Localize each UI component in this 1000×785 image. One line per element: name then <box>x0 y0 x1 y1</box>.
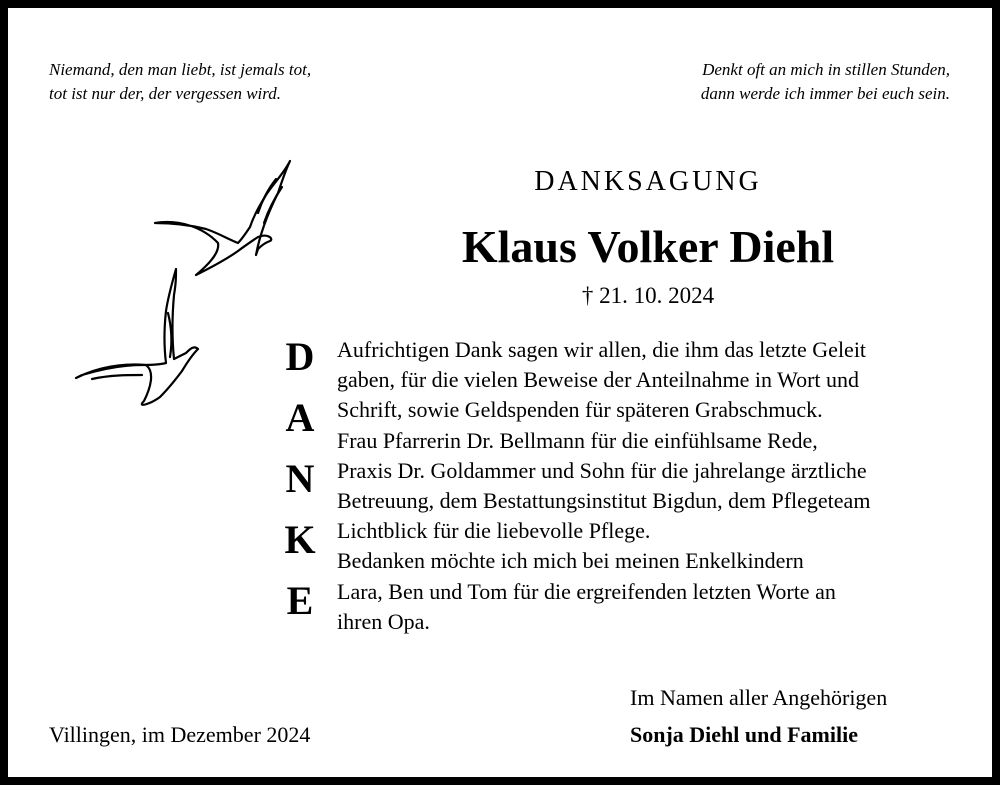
quote-left-line-1: Niemand, den man liebt, ist jemals tot, <box>49 60 312 79</box>
quote-left-line-2: tot ist nur der, der vergessen wird. <box>49 84 282 103</box>
body-line: Praxis Dr. Goldammer und Sohn für die jahrelange ärztliche <box>337 457 867 483</box>
danke-letter: D <box>285 334 315 379</box>
quote-left <box>49 58 311 106</box>
body-line: Bedanken möchte ich mich bei meinen Enkelkindern <box>337 548 804 574</box>
quote-right <box>701 58 950 106</box>
signature-name: Sonja Diehl und Familie <box>630 722 858 747</box>
death-date: † 21. 10. 2024 <box>581 283 715 308</box>
quote-right-line-1: Denkt oft an mich in stillen Stunden, <box>702 60 950 79</box>
body-line: Frau Pfarrerin Dr. Bellmann für die einfühlsame Rede, <box>337 427 818 453</box>
danke-vertical <box>270 334 330 639</box>
body-line: gaben, für die vielen Beweise der Anteilnahme in Wort und <box>337 367 860 393</box>
body-line: Aufrichtigen Dank sagen wir allen, die ihm das letzte Geleit <box>337 337 867 362</box>
body-line: Lichtblick für die liebevolle Pflege. <box>337 518 651 544</box>
body-line: ihren Opa. <box>337 608 430 634</box>
signature-intro: Im Namen aller Angehörigen <box>630 685 888 710</box>
quote-right-line-2: dann werde ich immer bei euch sein. <box>700 84 950 103</box>
body-line: Schrift, sowie Geldspenden für späteren Grabschmuck. <box>337 397 823 423</box>
place-date: Villingen, im Dezember 2024 <box>49 722 311 747</box>
thank-you-text <box>337 335 870 637</box>
deceased-name: Klaus Volker Diehl <box>461 221 835 272</box>
body-line: Lara, Ben und Tom für die ergreifenden letzten Worte an <box>337 578 836 604</box>
upper-bird-icon <box>155 161 290 275</box>
heading-danksagung: DANKSAGUNG <box>534 166 762 197</box>
danke-letter: N <box>285 456 315 501</box>
danke-letter: E <box>286 578 314 623</box>
danke-letter: K <box>284 517 316 562</box>
body-line: Betreuung, dem Bestattungsinstitut Bigdun, dem Pflegeteam <box>337 487 871 513</box>
danke-letter: A <box>285 395 315 440</box>
lower-bird-icon <box>76 269 198 405</box>
